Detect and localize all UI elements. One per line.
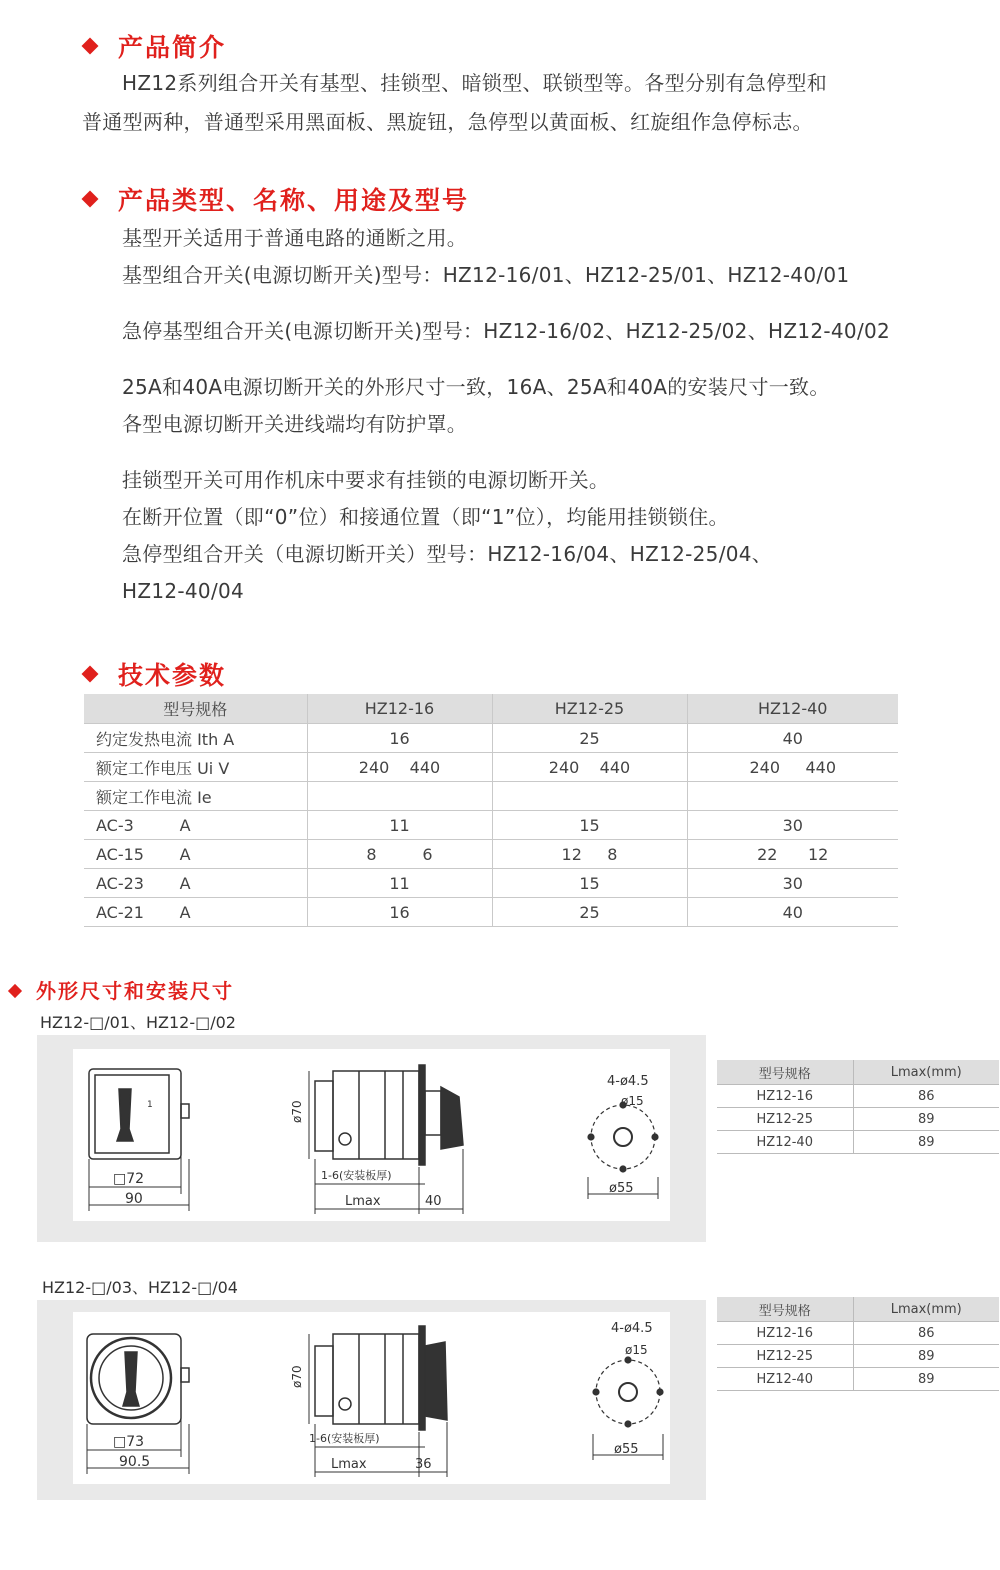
- front-square-dim: □73: [113, 1434, 145, 1450]
- table-cell: HZ12-25: [717, 1345, 853, 1368]
- side-neck: [425, 1091, 441, 1135]
- diamond-bullet-icon: [82, 191, 99, 208]
- lmax-dim: Lmax: [331, 1457, 367, 1472]
- table-cell: HZ12-40: [717, 1368, 853, 1391]
- table-header-row: [717, 1297, 999, 1322]
- types-line-1: 基型开关适用于普通电路的通断之用。: [122, 226, 468, 250]
- table-cell: [307, 782, 492, 811]
- table-cell: 89: [853, 1131, 999, 1154]
- table-cell: [492, 782, 687, 811]
- table-cell: HZ12-16: [717, 1322, 853, 1345]
- table-header-row: [84, 694, 898, 724]
- table-row: [717, 1368, 999, 1391]
- table-row: [717, 1322, 999, 1345]
- table-cell: 240 440: [687, 753, 898, 782]
- table-cell: 86: [853, 1085, 999, 1108]
- row-label: 额定工作电压 Ui V: [84, 753, 307, 782]
- table-cell: 25: [492, 898, 687, 927]
- table-cell: HZ12-25: [717, 1108, 853, 1131]
- plate-thickness-dim: 1-6(安装板厚): [321, 1169, 392, 1182]
- diagram1-drawing-area: [73, 1049, 670, 1221]
- table-cell: 240 440: [492, 753, 687, 782]
- dims-heading: 外形尺寸和安装尺寸: [10, 975, 234, 1004]
- header-cell: 型号规格: [84, 694, 307, 724]
- center-hole: [614, 1128, 632, 1146]
- diagram2-drawing-area: [73, 1312, 670, 1484]
- header-cell: HZ12-16: [307, 694, 492, 724]
- outer-dia-dim: ø55: [609, 1181, 634, 1196]
- table-cell: 86: [853, 1322, 999, 1345]
- mounting-plate: [419, 1326, 425, 1430]
- row-label: 额定工作电流 Ie: [84, 782, 307, 811]
- types-line-6: 挂锁型开关可用作机床中要求有挂锁的电源切断开关。: [122, 468, 610, 492]
- front-square-dim: □72: [113, 1171, 145, 1187]
- pcd-circle: [596, 1360, 660, 1424]
- diagram1-subtitle: HZ12-□/01、HZ12-□/02: [40, 1013, 236, 1032]
- types-line-7: 在断开位置（即“0”位）和接通位置（即“1”位），均能用挂锁锁住。: [122, 505, 729, 529]
- table-cell: 16: [307, 724, 492, 753]
- front-width-dim: 90: [125, 1191, 143, 1207]
- table-cell: 30: [687, 869, 898, 898]
- diagram1-panel: [37, 1035, 706, 1242]
- table-cell: 89: [853, 1368, 999, 1391]
- table-cell: 16: [307, 898, 492, 927]
- front-width-dim: 90.5: [119, 1454, 151, 1470]
- side-knob-icon: [425, 1342, 447, 1420]
- diagram2-lmax-table: [717, 1297, 999, 1391]
- intro-line-2: 普通型两种，普通型采用黑面板、黑旋钮，急停型以黄面板、红旋组作急停标志。: [82, 110, 813, 134]
- row-label: AC-15 A: [84, 840, 307, 869]
- mounting-plate: [419, 1065, 425, 1165]
- plate-thickness-dim: 1-6(安装板厚): [309, 1432, 380, 1445]
- table-row: [717, 1108, 999, 1131]
- diagram2-panel: [37, 1300, 706, 1500]
- side-knob-icon: [441, 1087, 463, 1149]
- table-row: [84, 840, 898, 869]
- table-cell: 25: [492, 724, 687, 753]
- header-cell: 型号规格: [717, 1297, 853, 1322]
- table-cell: 15: [492, 811, 687, 840]
- table-row: [717, 1131, 999, 1154]
- holes-dim: 4-ø4.5: [607, 1074, 649, 1089]
- header-cell: Lmax(mm): [853, 1060, 999, 1085]
- side-body: [333, 1071, 419, 1159]
- table-row: [84, 898, 898, 927]
- inner-dia-dim: ø15: [625, 1343, 648, 1357]
- header-cell: HZ12-40: [687, 694, 898, 724]
- types-line-2: 基型组合开关(电源切断开关)型号：HZ12-16/01、HZ12-25/01、HZ12-40/01: [122, 263, 850, 287]
- header-cell: Lmax(mm): [853, 1297, 999, 1322]
- types-line-5: 各型电源切断开关进线端均有防护罩。: [122, 412, 468, 436]
- table-cell: 30: [687, 811, 898, 840]
- table-cell: 15: [492, 869, 687, 898]
- holes-dim: 4-ø4.5: [611, 1321, 653, 1336]
- diagram1-lmax-table: [717, 1060, 999, 1154]
- row-label: 约定发热电流 Ith A: [84, 724, 307, 753]
- intro-heading: 产品简介: [84, 28, 226, 64]
- table-cell: 8 6: [307, 840, 492, 869]
- tech-params-table: [84, 694, 898, 927]
- side-base: [315, 1081, 333, 1151]
- table-cell: HZ12-16: [717, 1085, 853, 1108]
- table-row: [84, 869, 898, 898]
- pcd-circle: [591, 1105, 655, 1169]
- diamond-bullet-icon: [8, 983, 22, 997]
- diagram2-drawing: [73, 1312, 670, 1484]
- side-base: [315, 1346, 333, 1416]
- table-cell: 240 440: [307, 753, 492, 782]
- outer-dia-dim: ø55: [614, 1442, 639, 1457]
- table-cell: 40: [687, 724, 898, 753]
- table-row: [84, 811, 898, 840]
- types-line-8: 急停型组合开关（电源切断开关）型号：HZ12-16/04、HZ12-25/04、: [122, 542, 773, 566]
- types-line-3: 急停基型组合开关(电源切断开关)型号：HZ12-16/02、HZ12-25/02、HZ12-40/02: [122, 319, 891, 343]
- side-height-dim: ø70: [290, 1100, 304, 1123]
- table-cell: HZ12-40: [717, 1131, 853, 1154]
- table-cell: 22 12: [687, 840, 898, 869]
- table-row: [717, 1345, 999, 1368]
- row-label: AC-3 A: [84, 811, 307, 840]
- types-line-4: 25A和40A电源切断开关的外形尺寸一致，16A、25A和40A的安装尺寸一致。: [122, 375, 830, 399]
- front-view: [87, 1334, 189, 1474]
- knob-mark: 1: [147, 1100, 153, 1110]
- intro-line-1: HZ12系列组合开关有基型、挂锁型、暗锁型、联锁型等。各型分别有急停型和: [122, 71, 827, 95]
- knob-icon: [123, 1352, 139, 1406]
- row-label: AC-23 A: [84, 869, 307, 898]
- front-view: [89, 1069, 189, 1211]
- screw-icon: [339, 1398, 351, 1410]
- table-row: [84, 724, 898, 753]
- diagram1-drawing: [73, 1049, 670, 1221]
- side-view: [309, 1326, 447, 1477]
- side-view: [309, 1065, 463, 1214]
- knob-depth-dim: 40: [425, 1194, 442, 1209]
- types-line-9: HZ12-40/04: [122, 579, 245, 603]
- diamond-bullet-icon: [82, 666, 99, 683]
- lmax-dim: Lmax: [345, 1194, 381, 1209]
- diagram2-subtitle: HZ12-□/03、HZ12-□/04: [42, 1278, 238, 1297]
- knob-icon: [117, 1089, 133, 1141]
- front-lock-tab: [181, 1104, 189, 1118]
- inner-dia-dim: ø15: [621, 1094, 644, 1108]
- screw-icon: [339, 1133, 351, 1145]
- table-row: [717, 1085, 999, 1108]
- header-cell: 型号规格: [717, 1060, 853, 1085]
- table-row: [84, 753, 898, 782]
- knob-depth-dim: 36: [415, 1457, 432, 1472]
- table-cell: 40: [687, 898, 898, 927]
- table-cell: 89: [853, 1345, 999, 1368]
- table-row: [84, 782, 898, 811]
- side-height-dim: ø70: [290, 1365, 304, 1388]
- table-cell: 11: [307, 811, 492, 840]
- tech-heading: 技术参数: [84, 656, 226, 692]
- front-lock-tab: [181, 1368, 189, 1382]
- row-label: AC-21 A: [84, 898, 307, 927]
- table-cell: 89: [853, 1108, 999, 1131]
- table-cell: 12 8: [492, 840, 687, 869]
- header-cell: HZ12-25: [492, 694, 687, 724]
- center-hole: [619, 1383, 637, 1401]
- table-cell: 11: [307, 869, 492, 898]
- front-housing: [89, 1069, 181, 1159]
- table-cell: [687, 782, 898, 811]
- types-heading: 产品类型、名称、用途及型号: [84, 181, 469, 217]
- table-header-row: [717, 1060, 999, 1085]
- diamond-bullet-icon: [82, 38, 99, 55]
